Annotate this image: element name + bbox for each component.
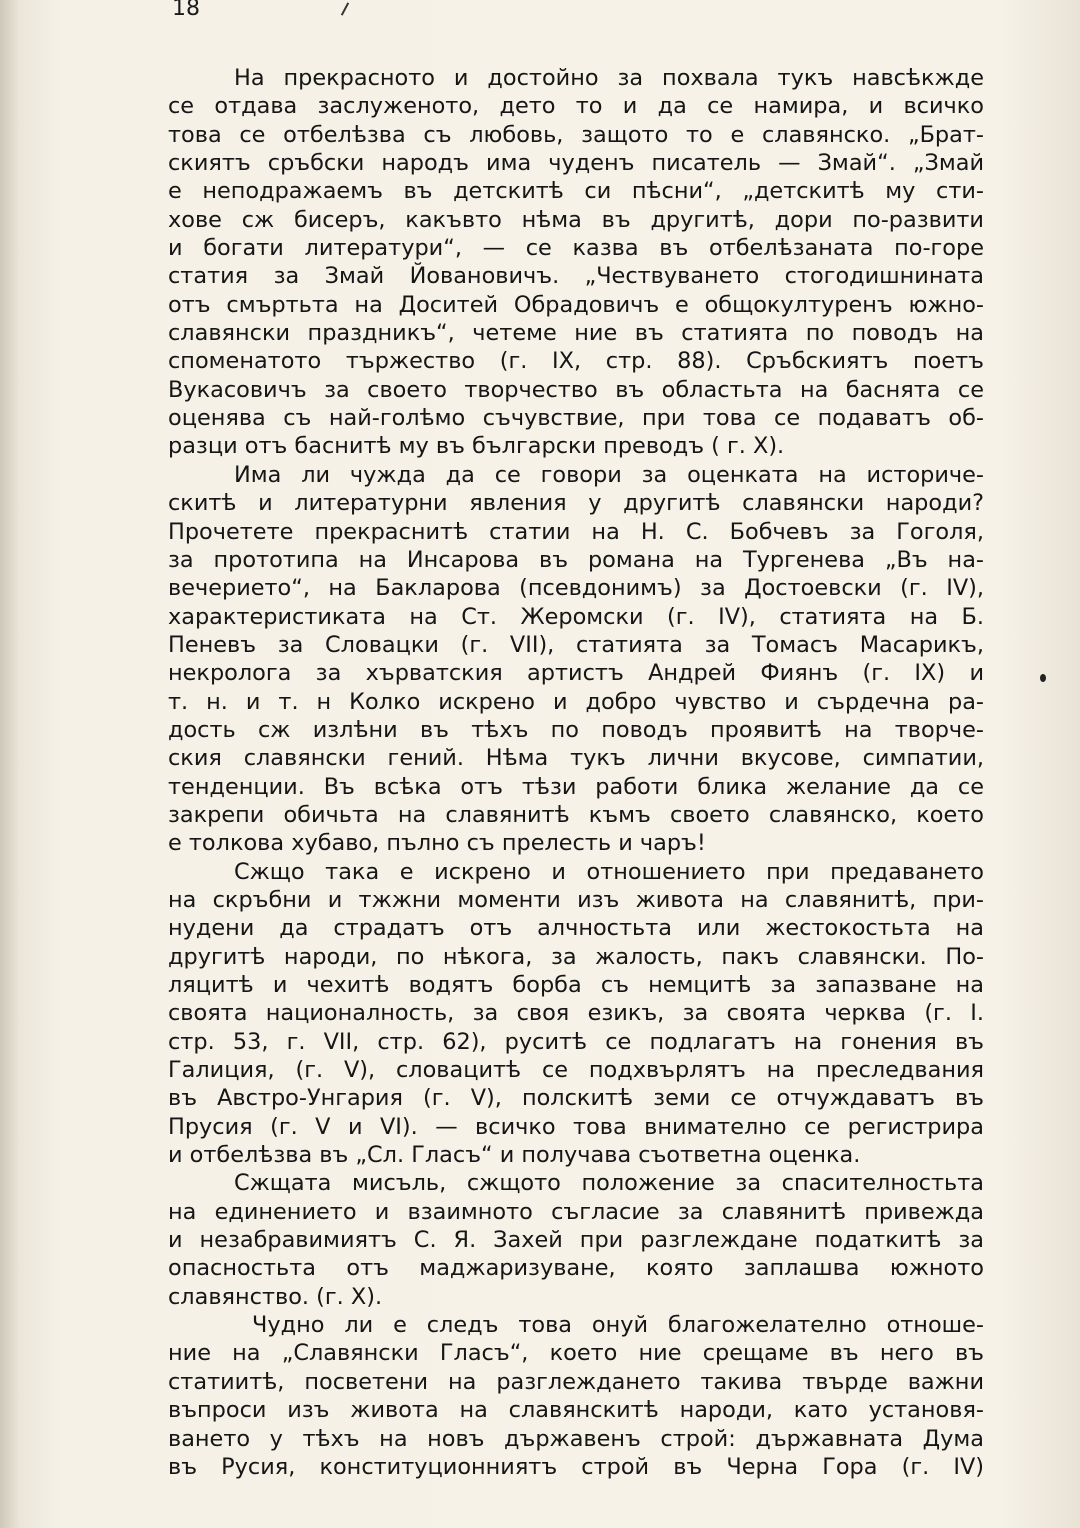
text-line: на скръбни и тжжни моменти изъ живота на славянитѣ, при-	[168, 886, 984, 913]
text-line: Вукасовичъ за своето творчество въ областьта на баснята се	[168, 376, 984, 403]
text-line: стр. 53, г. VII, стр. 62), руситѣ се подлагатъ на гонения въ	[168, 1028, 984, 1055]
text-line: разци отъ баснитѣ му въ български преводъ ( г. X).	[168, 433, 785, 460]
text-line: некролога за хърватския артистъ Андрей Фиянъ (г. IX) и	[168, 660, 984, 687]
text-line: статия за Змай Йовановичъ. „Чествуването стогодишнината	[168, 263, 984, 290]
text-line: е неподражаемъ въ детскитѣ си пѣсни“, „детскитѣ му сти-	[168, 178, 984, 205]
text-line: Пеневъ за Словацки (г. VII), статията за Томасъ Масарикъ,	[168, 631, 984, 658]
text-line: скитѣ и литературни явления у другитѣ славянски народи?	[168, 490, 984, 517]
text-line: т. н. и т. н Колко искрено и добро чувство и сърдечна ра-	[168, 688, 984, 715]
text-line: дость сж излѣни въ тѣхъ по поводъ проявитѣ на творче-	[168, 716, 984, 743]
text-line: това се отбелѣзва съ любовь, защото то е славянско. „Брат-	[168, 121, 984, 148]
text-line: и незабравимиятъ С. Я. Захей при разглеждане податкитѣ за	[168, 1227, 984, 1254]
text-line: оценява съ най-голѣмо съчувствие, при това се подаватъ об-	[168, 405, 984, 432]
text-line: опасностьта отъ маджаризуване, която заплашва южното	[168, 1255, 984, 1282]
text-line: е толкова хубаво, пълно съ прелесть и чаръ!	[168, 830, 706, 857]
body-text	[168, 64, 984, 1481]
text-line: Има ли чужда да се говори за оценката на историче-	[234, 461, 984, 488]
text-line: се отдава заслуженото, дето то и да се намира, и всичко	[168, 93, 984, 120]
text-line: своята националность, за своя езикъ, за своята черква (г. I.	[168, 1000, 984, 1027]
text-line: закрепи обичьта на славянитѣ къмъ своето славянско, което	[168, 801, 984, 828]
text-line: на единението и взаимното съгласие за славянитѣ привежда	[168, 1198, 984, 1225]
text-line: Галиция, (г. V), словацитѣ се подхвърлятъ на преследвания	[168, 1057, 984, 1084]
text-line: Прочетете прекраснитѣ статии на Н. С. Бобчевъ за Гоголя,	[168, 518, 984, 545]
text-line: На прекрасното и достойно за похвала тукъ навсѣкжде	[234, 65, 984, 91]
text-line: ския славянски гений. Нѣма тукъ лични вкусове, симпатии,	[168, 745, 984, 772]
text-line: въпроси изъ живота на славянскитѣ народи, като установя-	[168, 1397, 984, 1424]
ink-speck	[1040, 674, 1046, 682]
text-line: за прототипа на Инсарова въ романа на Тургенева „Въ на-	[168, 546, 984, 573]
text-line: славянски праздникъ“, четеме ние въ статията по поводъ на	[168, 320, 984, 347]
text-line: характеристиката на Ст. Жеромски (г. IV), статията на Б.	[168, 603, 984, 630]
text-line: тенденции. Въ всѣка отъ тѣзи работи блика желание да се	[168, 773, 984, 800]
text-line: Сжщата мисъль, сжщото положение за спасителностьта	[234, 1170, 984, 1197]
text-line: Чудно ли е следъ това онуй благожелателно отноше-	[252, 1312, 984, 1339]
page-number: 18	[172, 0, 200, 21]
text-line: другитѣ народи, по нѣкога, за жалость, пакъ славянски. По-	[168, 943, 984, 970]
text-line: ването у тѣхъ на новъ държавенъ строй: държавната Дума	[168, 1425, 984, 1452]
text-line: вечерието“, на Бакларова (псевдонимъ) за Достоевски (г. IV),	[168, 575, 984, 602]
text-line: въ Австро-Унгария (г. V), полскитѣ земи се отчуждаватъ въ	[168, 1085, 984, 1112]
text-line: скиятъ сръбски народъ има чуденъ писатель — Змай“. „Змай	[168, 150, 984, 177]
text-line: въ Русия, конституционниятъ строй въ Черна Гора (г. IV)	[168, 1453, 984, 1480]
text-line: Сжщо така е искрено и отношението при предаването	[234, 858, 984, 885]
text-line: Прусия (г. V и VI). — всичко това внимателно се регистрира	[168, 1113, 984, 1140]
text-line: славянство. (г. X).	[168, 1283, 383, 1310]
text-line: ляцитѣ и чехитѣ водятъ борба съ немцитѣ за запазване на	[168, 972, 984, 998]
text-line: и богати литератури“, — се казва въ отбелѣзаната по-горе	[168, 235, 984, 262]
text-line: статиитѣ, посветени на разглеждането такива твърде важни	[168, 1368, 984, 1395]
ink-mark	[341, 2, 349, 15]
text-line: и отбелѣзва въ „Сл. Гласъ“ и получава съответна оценка.	[168, 1142, 861, 1169]
text-line: ние на „Славянски Гласъ“, което ние срещаме въ него въ	[168, 1340, 984, 1367]
text-line: споменатото тържество (г. IX, стр. 88). Сръбскиятъ поетъ	[168, 348, 984, 375]
text-line: нудени да страдатъ отъ алчностьта или жестокостьта на	[168, 915, 984, 942]
text-line: хове сж бисеръ, какъвто нѣма въ другитѣ, дори по-развити	[168, 206, 984, 233]
text-line: отъ смъртьта на Доситей Обрадовичъ е общокултуренъ южно-	[168, 291, 984, 318]
